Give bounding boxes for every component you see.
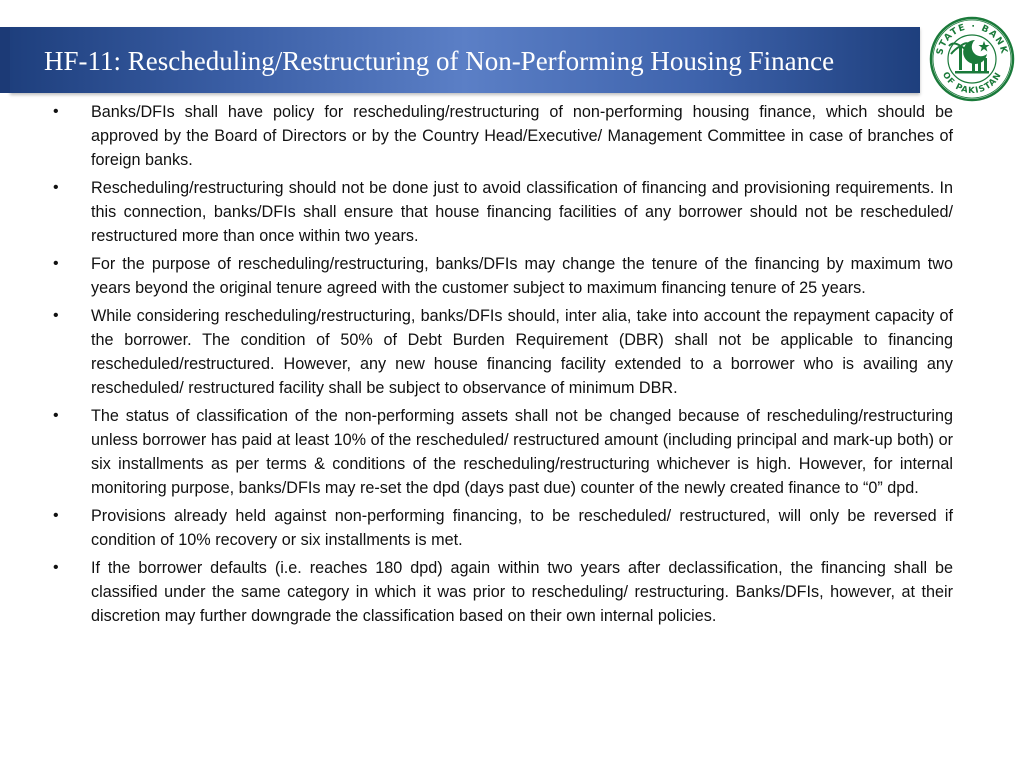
bullet-text: The status of classification of the non-performing assets shall not be changed because of rescheduling/restructuring unless borrower has paid at least 10% of the rescheduled/ restructured amount (including principal and mark-up both) or six installments as per terms & conditions of the rescheduling/restructuring whichever is high. However, for internal monitoring purpose, banks/DFIs may re-set the dpd (days past due) counter of the newly created finance to “0” dpd. — [91, 407, 953, 497]
bullet-text: Provisions already held against non-performing financing, to be rescheduled/ restructured, will only be reversed if condition of 10% recovery or six installments is met. — [91, 507, 953, 549]
page-title: HF-11: Rescheduling/Restructuring of Non-Performing Housing Finance — [44, 46, 835, 76]
list-item — [50, 304, 953, 400]
title-bar — [10, 27, 920, 93]
bullet-text: For the purpose of rescheduling/restructuring, banks/DFIs may change the tenure of the financing by maximum two years beyond the original tenure agreed with the customer subject to maximum financing tenure of 25 years. — [91, 255, 953, 297]
svg-text:OF PAKISTAN: OF PAKISTAN — [939, 70, 1005, 97]
bullet-marker: • — [53, 507, 59, 524]
seal-graphic — [929, 16, 1015, 102]
bullet-text: While considering rescheduling/restructuring, banks/DFIs should, inter alia, take into account the repayment capacity of the borrower. The condition of 50% of Debt Burden Requirement (DBR) shall not be applicable to financing rescheduled/restructured. However, any new house financing facility extended to a borrower who is availing any rescheduled/ restructured facility shall be subject to observance of minimum DBR. — [91, 307, 953, 397]
bullet-text: If the borrower defaults (i.e. reaches 180 dpd) again within two years after declassification, the financing shall be classified under the same category in which it was prior to rescheduling/ restructuring. Banks/DFIs, however, at their discretion may further downgrade the classification based on their own internal policies. — [91, 559, 953, 625]
bullet-marker: • — [53, 179, 59, 196]
bullet-marker: • — [53, 559, 59, 576]
svg-text:STATE · BANK: STATE · BANK — [935, 21, 1009, 57]
bullet-marker: • — [53, 307, 59, 324]
bullet-marker: • — [53, 255, 59, 272]
state-bank-of-pakistan-seal-icon — [929, 16, 1015, 102]
list-item — [50, 556, 953, 628]
bullet-text: Rescheduling/restructuring should not be done just to avoid classification of financing and provisioning requirements. In this connection, banks/DFIs shall ensure that house financing facilities of any borrower should not be rescheduled/ restructured more than once within two years. — [91, 179, 953, 245]
list-item — [50, 252, 953, 300]
bullet-marker: • — [53, 103, 59, 120]
list-item — [50, 504, 953, 552]
list-item — [50, 176, 953, 248]
bullet-marker: • — [53, 407, 59, 424]
list-item — [50, 404, 953, 500]
bullet-list — [50, 100, 953, 632]
list-item — [50, 100, 953, 172]
bullet-text: Banks/DFIs shall have policy for rescheduling/restructuring of non-performing housing finance, which should be approved by the Board of Directors or by the Country Head/Executive/ Management Committee in case of branches of foreign banks. — [91, 103, 953, 169]
